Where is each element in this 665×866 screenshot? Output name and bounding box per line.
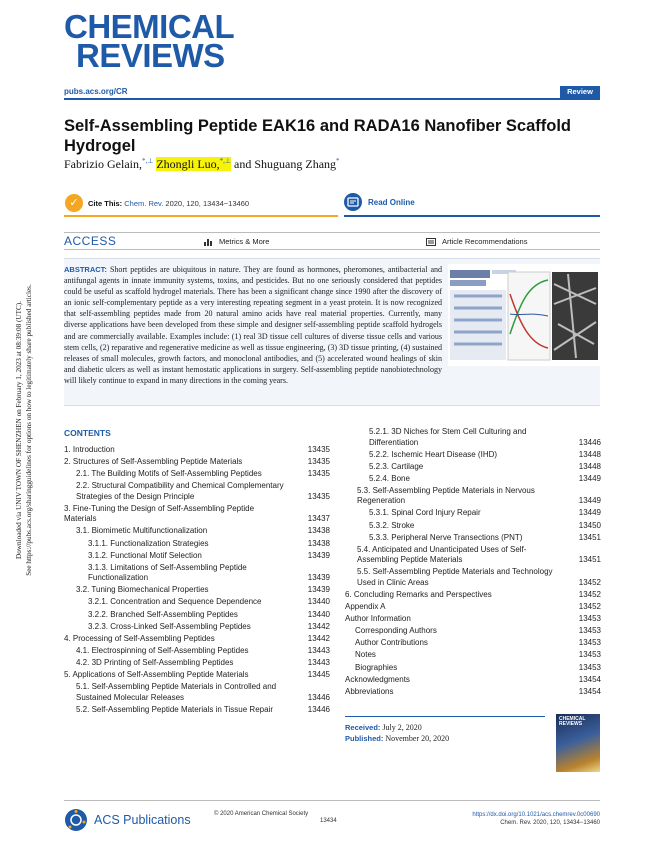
toc-entry-page: 13453 bbox=[578, 650, 601, 660]
toc-entry-label: Author Contributions bbox=[355, 638, 428, 648]
toc-entry-label: 3.1.1. Functionalization Strategies bbox=[88, 538, 209, 548]
metrics-label: Metrics & More bbox=[219, 237, 270, 246]
toc-entry-page: 13443 bbox=[307, 645, 330, 655]
toc-entry-label: 6. Concluding Remarks and Perspectives bbox=[345, 589, 492, 599]
copyright: © 2020 American Chemical Society bbox=[214, 811, 309, 817]
toc-entry-label: 5.5. Self-Assembling Peptide Materials and Technology Used in Clinic Areas bbox=[357, 567, 553, 587]
toc-entry-label: 5.2.1. 3D Niches for Stem Cell Culturing and Differentiation bbox=[369, 427, 527, 447]
access-label: ACCESS bbox=[64, 234, 117, 248]
toc-entry-page: 13454 bbox=[578, 686, 601, 696]
download-notice bbox=[2, 250, 46, 610]
toc-entry-page: 13435 bbox=[307, 445, 330, 454]
toc-entry-label: 5.3.3. Peripheral Nerve Transections (PNT) bbox=[369, 532, 523, 542]
toc-entry-label: 4.1. Electrospinning of Self-Assembling Peptides bbox=[76, 645, 249, 655]
toc-entry-label: 4.2. 3D Printing of Self-Assembling Peptides bbox=[76, 657, 234, 667]
cite-journal: Chem. Rev. bbox=[124, 199, 164, 208]
toc-entry[interactable] bbox=[64, 658, 330, 669]
recommendations-link[interactable] bbox=[426, 237, 527, 246]
toc-entry[interactable] bbox=[345, 427, 601, 448]
toc-entry[interactable] bbox=[345, 474, 601, 485]
toc-entry[interactable] bbox=[64, 585, 330, 596]
toc-entry-label: 5. Applications of Self-Assembling Peptide Materials bbox=[64, 670, 249, 679]
toc-entry[interactable] bbox=[64, 504, 330, 525]
toc-entry-page: 13442 bbox=[307, 621, 330, 631]
toc-entry-label: Biographies bbox=[355, 662, 398, 672]
header-rule bbox=[64, 98, 600, 100]
author-zhang-marks: * bbox=[336, 157, 340, 165]
toc-entry[interactable] bbox=[64, 551, 330, 562]
toc-entry-page: 13450 bbox=[578, 520, 601, 530]
footer-rule bbox=[64, 800, 600, 801]
toc-entry[interactable] bbox=[64, 646, 330, 657]
peptide-structure-row bbox=[450, 270, 516, 286]
toc-entry-label: 5.3.2. Stroke bbox=[369, 520, 415, 530]
toc-entry-label: 2.2. Structural Compatibility and Chemical Complementary Strategies of the Design Principle bbox=[76, 481, 284, 501]
abstract bbox=[64, 264, 600, 386]
toc-entry-page: 13448 bbox=[578, 449, 601, 459]
toc-entry[interactable] bbox=[64, 682, 330, 703]
doi-block bbox=[430, 811, 600, 827]
toc-entry-label: 5.2.2. Ischemic Heart Disease (IHD) bbox=[369, 449, 498, 459]
toc-entry-page: 13454 bbox=[578, 674, 601, 684]
toc-entry-page: 13453 bbox=[578, 662, 601, 672]
author-gelain-marks: *,⊥ bbox=[141, 157, 154, 165]
toc-entry[interactable] bbox=[345, 663, 601, 674]
toc-entry[interactable] bbox=[345, 545, 601, 566]
cover-title-line1: CHEMICAL bbox=[559, 716, 586, 722]
journal-cover-thumbnail[interactable] bbox=[556, 714, 600, 772]
toc-entry-label: 5.2.4. Bone bbox=[369, 473, 410, 483]
toc-entry-page: 13446 bbox=[307, 704, 330, 714]
toc-entry-page: 13439 bbox=[307, 585, 330, 595]
toc-entry[interactable] bbox=[345, 521, 601, 532]
contents-heading: CONTENTS bbox=[64, 428, 111, 438]
toc-entry-label: 1. Introduction bbox=[64, 445, 115, 454]
toc-entry-label: 5.1. Self-Assembling Peptide Materials in Controlled and Sustained Molecular Releases bbox=[76, 682, 277, 702]
acs-publications-logo[interactable] bbox=[64, 808, 194, 832]
toc-entry-label: 5.3. Self-Assembling Peptide Materials in Nervous Regeneration bbox=[357, 485, 535, 506]
toc-right-column bbox=[345, 427, 601, 699]
toc-entry-page: 13439 bbox=[307, 573, 330, 583]
toc-entry[interactable] bbox=[345, 638, 601, 649]
toc-entry[interactable] bbox=[64, 539, 330, 550]
abstract-label: ABSTRACT: bbox=[64, 265, 107, 274]
cite-text bbox=[88, 199, 249, 208]
toc-entry[interactable] bbox=[64, 610, 330, 621]
bar-chart-icon bbox=[204, 238, 213, 246]
abstract-body: Short peptides are ubiquitous in nature. They are found as hormones, pheromones, antibacterial and antifungal agents in innate immunity systems, toxins, and pesticides. But no one seriously considered that peptides could be useful as scaffold hydrogel materials. There has been a significant change since 1990 after the discovery of an ionic self-complementary peptide as a very interesting repeating segment in a yeast protein. It is now recognized that self-assembling peptides made from 20 natural amino acids have real material properties. Currently, many diverse applications have been developed from these simple and designer self-assembling peptide scaffold hydrogels and are commercially available. Examples include: (1) real 3D tissue cell cultures of diverse tissue cells and various stem cells, (2) reparative and regenerative medicine as well as tissue engineering, (3) 3D tissue printing, (4) sustained releases of small molecules, growth factors, and monoclonal antibodies, and (5) accelerated wound healings of skin and diabetic ulcers as well as instant hemostatic applications in surgery. Self-assembling peptide nanobiotechnology will likely continue to expand in many directions in the coming years. bbox=[64, 265, 443, 385]
publisher-name: ACS Publications bbox=[94, 813, 191, 827]
check-icon: ✓ bbox=[65, 194, 83, 212]
journal-name-line1: CHEMICAL bbox=[64, 8, 235, 45]
toc-entry-page: 13452 bbox=[578, 589, 601, 599]
toc-entry-label: 5.2.3. Cartilage bbox=[369, 461, 424, 471]
footer-citation: Chem. Rev. 2020, 120, 13434−13460 bbox=[500, 820, 600, 826]
toc-entry[interactable] bbox=[345, 614, 601, 625]
toc-entry[interactable] bbox=[345, 462, 601, 473]
toc-entry[interactable] bbox=[64, 445, 330, 456]
toc-entry-label: 2. Structures of Self-Assembling Peptide Materials bbox=[64, 457, 243, 467]
toc-entry-page: 13453 bbox=[578, 626, 601, 636]
toc-entry-page: 13448 bbox=[578, 461, 601, 471]
toc-entry-page: 13435 bbox=[307, 491, 330, 501]
toc-entry-label: Corresponding Authors bbox=[355, 626, 437, 636]
toc-entry-page: 13452 bbox=[578, 602, 601, 612]
toc-entry-page: 13446 bbox=[307, 692, 330, 702]
toc-entry-label: 3.1.3. Limitations of Self-Assembling Peptide Functionalization bbox=[88, 562, 247, 583]
toc-graphic bbox=[448, 264, 600, 366]
toc-entry-page: 13440 bbox=[307, 597, 330, 607]
toc-entry[interactable] bbox=[345, 602, 601, 613]
published-date: November 20, 2020 bbox=[385, 734, 450, 743]
toc-entry[interactable] bbox=[345, 675, 601, 686]
toc-entry-label: 3.2.2. Branched Self-Assembling Peptides bbox=[88, 609, 238, 619]
toc-entry-page: 13451 bbox=[578, 555, 601, 565]
toc-entry-page: 13449 bbox=[578, 473, 601, 483]
published-label: Published: bbox=[345, 734, 384, 743]
peptide-model-grid bbox=[450, 290, 506, 360]
toc-entry-page: 13445 bbox=[307, 670, 330, 679]
toc-entry-page: 13438 bbox=[307, 526, 330, 536]
toc-entry-page: 13451 bbox=[578, 532, 601, 542]
toc-entry[interactable] bbox=[64, 597, 330, 608]
toc-entry-label: 2.1. The Building Motifs of Self-Assembling Peptides bbox=[76, 469, 262, 479]
author-list bbox=[64, 157, 340, 172]
toc-entry-page: 13453 bbox=[578, 638, 601, 648]
cite-details: 2020, 120, 13434−13460 bbox=[165, 199, 250, 208]
toc-entry[interactable] bbox=[64, 670, 330, 681]
download-notice-line2: See https://pubs.acs.org/sharingguidelines for options on how to legitimately share published articles. bbox=[25, 284, 33, 576]
dates-rule bbox=[345, 716, 545, 717]
toc-entry-label: 3.2. Tuning Biomechanical Properties bbox=[76, 585, 209, 595]
cover-title-line2: REVIEWS bbox=[559, 721, 583, 727]
read-online-button[interactable] bbox=[344, 192, 600, 217]
recommendations-label: Article Recommendations bbox=[442, 237, 528, 246]
toc-entry[interactable] bbox=[345, 590, 601, 601]
author-zhang[interactable]: and Shuguang Zhang bbox=[234, 157, 337, 171]
toc-entry-label: 3.1. Biomimetic Multifunctionalization bbox=[76, 526, 208, 536]
toc-entry[interactable] bbox=[345, 450, 601, 461]
toc-entry-label: 3. Fine-Tuning the Design of Self-Assembling Peptide Materials bbox=[64, 503, 255, 524]
toc-entry[interactable] bbox=[345, 626, 601, 637]
toc-entry[interactable] bbox=[64, 563, 330, 584]
cite-underline bbox=[64, 215, 338, 217]
toc-entry-page: 13438 bbox=[307, 538, 330, 548]
toc-entry-label: Notes bbox=[355, 650, 376, 660]
toc-entry-page: 13435 bbox=[307, 457, 330, 467]
journal-logo bbox=[64, 8, 284, 74]
toc-entry[interactable] bbox=[64, 526, 330, 537]
toc-entry-label: 5.4. Anticipated and Unanticipated Uses of Self-Assembling Peptide Materials bbox=[357, 544, 527, 565]
toc-left-column bbox=[64, 445, 330, 717]
toc-entry-label: 3.2.1. Concentration and Sequence Dependence bbox=[88, 597, 262, 607]
rheology-plot bbox=[508, 272, 550, 360]
toc-entry-label: 3.1.2. Functional Motif Selection bbox=[88, 550, 202, 560]
toc-entry-page: 13439 bbox=[307, 550, 330, 560]
read-online-label: Read Online bbox=[368, 198, 415, 207]
journal-url[interactable]: pubs.acs.org/CR bbox=[64, 87, 128, 96]
toc-entry-label: Acknowledgments bbox=[345, 674, 410, 684]
cite-label: Cite This: bbox=[88, 199, 123, 208]
abstract-box bbox=[64, 258, 600, 406]
toc-entry-page: 13437 bbox=[307, 514, 330, 524]
toc-entry[interactable] bbox=[64, 469, 330, 480]
toc-entry[interactable] bbox=[345, 687, 601, 698]
read-online-underline bbox=[344, 215, 600, 217]
toc-entry-page: 13442 bbox=[307, 633, 330, 643]
toc-entry[interactable] bbox=[345, 486, 601, 507]
cite-this[interactable] bbox=[64, 190, 338, 218]
article-type-badge: Review bbox=[560, 86, 600, 98]
article-title: Self-Assembling Peptide EAK16 and RADA16 Nanofiber Scaffold Hydrogel bbox=[64, 117, 572, 155]
journal-name-line2: REVIEWS bbox=[76, 37, 225, 74]
toc-entry[interactable] bbox=[64, 457, 330, 468]
author-luo-marks: *,⊥ bbox=[219, 157, 232, 165]
read-online-icon bbox=[344, 193, 362, 211]
author-gelain[interactable]: Fabrizio Gelain, bbox=[64, 157, 142, 171]
toc-entry[interactable] bbox=[64, 622, 330, 633]
toc-entry-page: 13440 bbox=[307, 609, 330, 619]
toc-entry-page: 13449 bbox=[578, 508, 601, 518]
doi-link[interactable]: https://dx.doi.org/10.1021/acs.chemrev.0c00690 bbox=[472, 812, 600, 818]
toc-entry-page: 13443 bbox=[307, 657, 330, 667]
toc-entry[interactable] bbox=[345, 508, 601, 519]
received-date: July 2, 2020 bbox=[382, 723, 422, 732]
toc-entry-label: 5.3.1. Spinal Cord Injury Repair bbox=[369, 508, 481, 518]
toc-entry[interactable] bbox=[345, 650, 601, 661]
toc-entry-page: 13435 bbox=[307, 469, 330, 479]
page-number: 13434 bbox=[320, 818, 337, 824]
toc-entry-page: 13452 bbox=[578, 577, 601, 587]
toc-entry-label: Author Information bbox=[345, 614, 411, 624]
access-bar bbox=[64, 232, 600, 250]
toc-entry[interactable] bbox=[345, 533, 601, 544]
toc-entry-label: Appendix A bbox=[345, 602, 386, 612]
publication-dates bbox=[345, 722, 449, 744]
author-luo[interactable]: Zhongli Luo, bbox=[156, 157, 220, 171]
nanofiber-image bbox=[552, 272, 598, 360]
toc-entry-label: 3.2.3. Cross-Linked Self-Assembling Peptides bbox=[88, 621, 251, 631]
toc-entry-page: 13449 bbox=[578, 496, 601, 506]
download-notice-line1: Downloaded via UNIV TOWN OF SHENZHEN on February 1, 2023 at 08:39:08 (UTC). bbox=[15, 301, 23, 559]
toc-entry[interactable] bbox=[345, 567, 601, 588]
toc-entry-page: 13453 bbox=[578, 614, 601, 624]
acs-emblem-icon bbox=[64, 808, 88, 832]
received-label: Received: bbox=[345, 723, 381, 732]
toc-entry[interactable] bbox=[64, 481, 330, 502]
toc-entry-page: 13446 bbox=[578, 437, 601, 447]
toc-entry-label: 5.2. Self-Assembling Peptide Materials in Tissue Repair bbox=[76, 704, 273, 714]
toc-entry[interactable] bbox=[64, 634, 330, 645]
toc-entry[interactable] bbox=[64, 705, 330, 716]
article-list-icon bbox=[426, 238, 436, 246]
toc-entry-label: Abbreviations bbox=[345, 686, 394, 696]
toc-entry-label: 4. Processing of Self-Assembling Peptides bbox=[64, 633, 215, 643]
metrics-link[interactable] bbox=[204, 237, 269, 246]
